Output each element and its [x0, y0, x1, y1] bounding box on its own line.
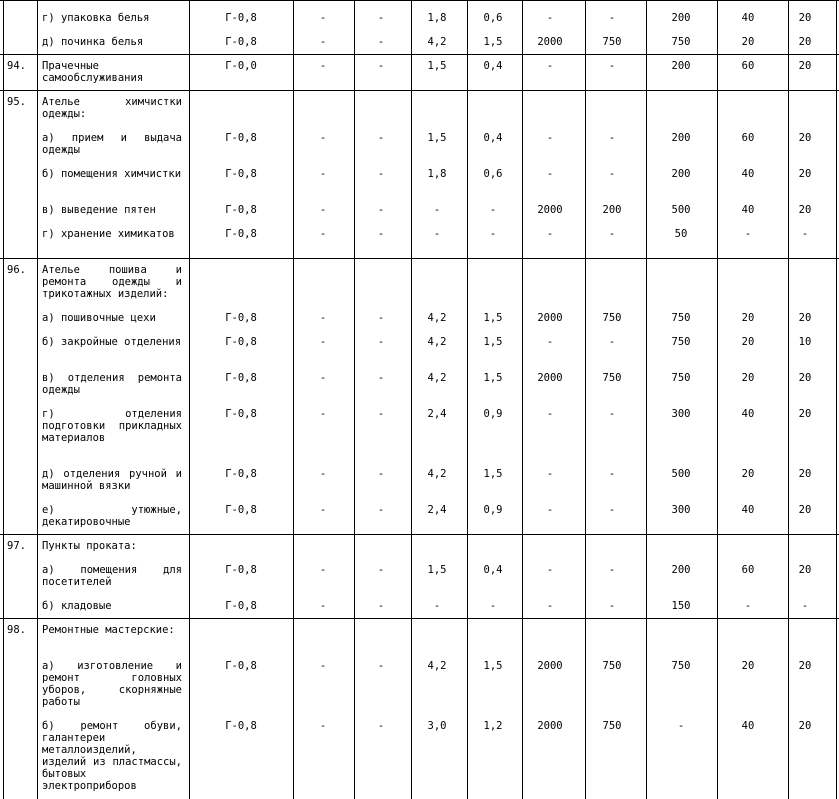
value-cell: 40	[741, 408, 755, 420]
row-rule	[0, 258, 839, 259]
value-cell: -	[546, 12, 554, 24]
value-cell: -	[319, 408, 327, 420]
value-cell: 1,8	[427, 168, 447, 180]
value-cell: -	[319, 36, 327, 48]
column-rule	[37, 0, 38, 799]
value-cell: 1,5	[483, 36, 503, 48]
row-rule	[0, 90, 839, 91]
value-cell: 20	[798, 312, 812, 324]
value-cell: -	[608, 504, 616, 516]
value-cell: 20	[798, 168, 812, 180]
row-rule	[0, 0, 839, 1]
row-name: в) выведение пятен	[42, 204, 156, 216]
value-cell: -	[546, 504, 554, 516]
value-cell: -	[744, 600, 752, 612]
column-rule	[354, 0, 355, 799]
value-cell: -	[546, 408, 554, 420]
value-cell: 750	[602, 372, 622, 384]
value-cell: -	[377, 336, 385, 348]
row-name: а) пошивочные цехи	[42, 312, 156, 324]
value-cell: -	[377, 408, 385, 420]
value-cell: 0,9	[483, 408, 503, 420]
value-cell: 4,2	[427, 468, 447, 480]
value-cell: 1,5	[483, 372, 503, 384]
value-cell: 40	[741, 504, 755, 516]
value-cell: -	[377, 204, 385, 216]
value-cell: 20	[798, 408, 812, 420]
row-name: в) отделения ремонта одежды	[42, 372, 182, 396]
value-cell: 20	[798, 564, 812, 576]
value-cell: -	[608, 408, 616, 420]
row-number: 98.	[7, 624, 26, 636]
value-cell: -	[489, 600, 497, 612]
value-cell: 20	[741, 372, 755, 384]
value-cell: -	[608, 564, 616, 576]
row-name: б) закройные отделения	[42, 336, 182, 348]
value-cell: -	[377, 228, 385, 240]
row-name: б) кладовые	[42, 600, 112, 612]
value-cell: -	[319, 204, 327, 216]
value-cell: -	[546, 336, 554, 348]
value-cell: -	[319, 168, 327, 180]
value-cell: 20	[798, 132, 812, 144]
value-cell: 200	[671, 132, 691, 144]
value-cell: 40	[741, 204, 755, 216]
value-cell: 200	[671, 12, 691, 24]
value-cell: -	[377, 168, 385, 180]
value-cell: 60	[741, 132, 755, 144]
value-cell: Г-0,8	[225, 564, 257, 576]
value-cell: 20	[798, 720, 812, 732]
value-cell: 40	[741, 168, 755, 180]
value-cell: -	[489, 228, 497, 240]
value-cell: -	[377, 12, 385, 24]
value-cell: 20	[798, 660, 812, 672]
value-cell: 3,0	[427, 720, 447, 732]
value-cell: 0,4	[483, 132, 503, 144]
value-cell: 40	[741, 12, 755, 24]
column-rule	[788, 0, 789, 799]
value-cell: Г-0,8	[225, 36, 257, 48]
value-cell: Г-0,8	[225, 372, 257, 384]
value-cell: Г-0,8	[225, 468, 257, 480]
value-cell: 750	[671, 36, 691, 48]
value-cell: 1,5	[483, 660, 503, 672]
value-cell: -	[433, 204, 441, 216]
row-name: б) ремонт обуви, галантереи металлоизделий, изделий из пластмассы, бытовых электроприборов	[42, 720, 182, 792]
value-cell: 500	[671, 204, 691, 216]
row-rule	[0, 54, 839, 55]
row-name: д) отделения ручной и машинной вязки	[42, 468, 182, 492]
value-cell: -	[608, 228, 616, 240]
value-cell: 750	[671, 372, 691, 384]
value-cell: -	[319, 12, 327, 24]
value-cell: -	[319, 336, 327, 348]
value-cell: 4,2	[427, 336, 447, 348]
value-cell: 20	[798, 504, 812, 516]
value-cell: 20	[798, 372, 812, 384]
column-rule	[189, 0, 190, 799]
value-cell: 10	[798, 336, 812, 348]
value-cell: 1,5	[483, 336, 503, 348]
value-cell: -	[433, 228, 441, 240]
value-cell: -	[489, 204, 497, 216]
value-cell: 20	[798, 204, 812, 216]
column-rule	[836, 0, 837, 799]
value-cell: Г-0,8	[225, 12, 257, 24]
value-cell: -	[319, 564, 327, 576]
column-rule	[522, 0, 523, 799]
row-name: г) отделения подготовки прикладных материалов	[42, 408, 182, 444]
value-cell: -	[319, 720, 327, 732]
row-name: е) утюжные, декатировочные	[42, 504, 182, 528]
value-cell: 750	[602, 36, 622, 48]
value-cell: -	[608, 12, 616, 24]
value-cell: -	[744, 228, 752, 240]
value-cell: 1,2	[483, 720, 503, 732]
value-cell: 1,5	[427, 132, 447, 144]
value-cell: -	[546, 168, 554, 180]
row-name: Прачечные самообслуживания	[42, 60, 144, 84]
value-cell: 4,2	[427, 36, 447, 48]
value-cell: -	[677, 720, 685, 732]
value-cell: -	[546, 228, 554, 240]
value-cell: -	[319, 228, 327, 240]
value-cell: -	[377, 660, 385, 672]
row-number: 95.	[7, 96, 26, 108]
value-cell: 60	[741, 60, 755, 72]
value-cell: 750	[671, 312, 691, 324]
row-rule	[0, 618, 839, 619]
value-cell: -	[377, 312, 385, 324]
value-cell: -	[608, 336, 616, 348]
value-cell: -	[319, 660, 327, 672]
row-name: д) починка белья	[42, 36, 144, 48]
value-cell: 20	[741, 36, 755, 48]
value-cell: Г-0,8	[225, 312, 257, 324]
value-cell: -	[319, 132, 327, 144]
value-cell: -	[546, 132, 554, 144]
value-cell: 200	[602, 204, 622, 216]
row-rule	[0, 534, 839, 535]
value-cell: 4,2	[427, 372, 447, 384]
value-cell: 0,6	[483, 168, 503, 180]
value-cell: 500	[671, 468, 691, 480]
value-cell: -	[377, 372, 385, 384]
value-cell: 1,5	[483, 468, 503, 480]
column-rule	[717, 0, 718, 799]
value-cell: -	[377, 36, 385, 48]
value-cell: 750	[602, 660, 622, 672]
value-cell: 20	[798, 12, 812, 24]
column-rule	[293, 0, 294, 799]
row-name: Пункты проката:	[42, 540, 137, 552]
row-name: г) упаковка белья	[42, 12, 150, 24]
value-cell: Г-0,8	[225, 204, 257, 216]
value-cell: 2,4	[427, 504, 447, 516]
value-cell: 4,2	[427, 312, 447, 324]
value-cell: -	[319, 60, 327, 72]
value-cell: 20	[798, 468, 812, 480]
row-number: 96.	[7, 264, 26, 276]
value-cell: 750	[671, 660, 691, 672]
value-cell: 20	[741, 312, 755, 324]
row-name: г) хранение химикатов	[42, 228, 175, 240]
row-name: Ателье пошива и ремонта одежды и трикотажных изделий:	[42, 264, 182, 300]
value-cell: 20	[741, 468, 755, 480]
row-number: 94.	[7, 60, 26, 72]
value-cell: 20	[798, 36, 812, 48]
column-rule	[585, 0, 586, 799]
value-cell: 750	[602, 720, 622, 732]
value-cell: -	[801, 228, 809, 240]
value-cell: 40	[741, 720, 755, 732]
value-cell: 200	[671, 168, 691, 180]
value-cell: 20	[741, 336, 755, 348]
value-cell: Г-0,8	[225, 132, 257, 144]
value-cell: -	[319, 468, 327, 480]
value-cell: -	[319, 372, 327, 384]
value-cell: Г-0,8	[225, 336, 257, 348]
row-name: а) прием и выдача одежды	[42, 132, 182, 156]
value-cell: 2,4	[427, 408, 447, 420]
value-cell: Г-0,0	[225, 60, 257, 72]
value-cell: 20	[798, 60, 812, 72]
value-cell: -	[801, 600, 809, 612]
value-cell: 0,4	[483, 564, 503, 576]
value-cell: 200	[671, 564, 691, 576]
value-cell: 60	[741, 564, 755, 576]
value-cell: Г-0,8	[225, 660, 257, 672]
value-cell: 2000	[537, 36, 563, 48]
value-cell: 750	[602, 312, 622, 324]
column-rule	[646, 0, 647, 799]
column-rule	[3, 0, 4, 799]
value-cell: -	[546, 60, 554, 72]
value-cell: -	[377, 468, 385, 480]
value-cell: Г-0,8	[225, 720, 257, 732]
value-cell: 0,9	[483, 504, 503, 516]
value-cell: 0,4	[483, 60, 503, 72]
value-cell: 50	[674, 228, 688, 240]
value-cell: -	[377, 132, 385, 144]
value-cell: 0,6	[483, 12, 503, 24]
row-number: 97.	[7, 540, 26, 552]
value-cell: 2000	[537, 372, 563, 384]
value-cell: -	[319, 504, 327, 516]
value-cell: 300	[671, 504, 691, 516]
value-cell: 2000	[537, 660, 563, 672]
value-cell: 20	[741, 660, 755, 672]
value-cell: -	[546, 564, 554, 576]
value-cell: Г-0,8	[225, 504, 257, 516]
value-cell: Г-0,8	[225, 168, 257, 180]
value-cell: -	[608, 468, 616, 480]
value-cell: 2000	[537, 720, 563, 732]
value-cell: 200	[671, 60, 691, 72]
value-cell: 300	[671, 408, 691, 420]
value-cell: 4,2	[427, 660, 447, 672]
row-name: а) помещения для посетителей	[42, 564, 182, 588]
value-cell: 150	[671, 600, 691, 612]
value-cell: -	[546, 468, 554, 480]
value-cell: 1,5	[483, 312, 503, 324]
value-cell: -	[319, 312, 327, 324]
column-rule	[411, 0, 412, 799]
row-name: а) изготовление и ремонт головных уборов, скорняжные работы	[42, 660, 182, 708]
value-cell: -	[608, 600, 616, 612]
value-cell: Г-0,8	[225, 408, 257, 420]
value-cell: -	[377, 600, 385, 612]
value-cell: Г-0,8	[225, 600, 257, 612]
row-name: Ремонтные мастерские:	[42, 624, 175, 636]
value-cell: -	[546, 600, 554, 612]
value-cell: -	[608, 132, 616, 144]
row-name: Ателье химчистки одежды:	[42, 96, 182, 120]
value-cell: 750	[671, 336, 691, 348]
value-cell: 2000	[537, 204, 563, 216]
row-name: б) помещения химчистки	[42, 168, 182, 180]
value-cell: -	[319, 600, 327, 612]
value-cell: Г-0,8	[225, 228, 257, 240]
value-cell: -	[377, 504, 385, 516]
value-cell: 1,8	[427, 12, 447, 24]
value-cell: 1,5	[427, 60, 447, 72]
value-cell: 2000	[537, 312, 563, 324]
value-cell: -	[608, 168, 616, 180]
value-cell: -	[377, 60, 385, 72]
value-cell: -	[377, 720, 385, 732]
value-cell: -	[608, 60, 616, 72]
value-cell: 1,5	[427, 564, 447, 576]
value-cell: -	[433, 600, 441, 612]
value-cell: -	[377, 564, 385, 576]
column-rule	[467, 0, 468, 799]
